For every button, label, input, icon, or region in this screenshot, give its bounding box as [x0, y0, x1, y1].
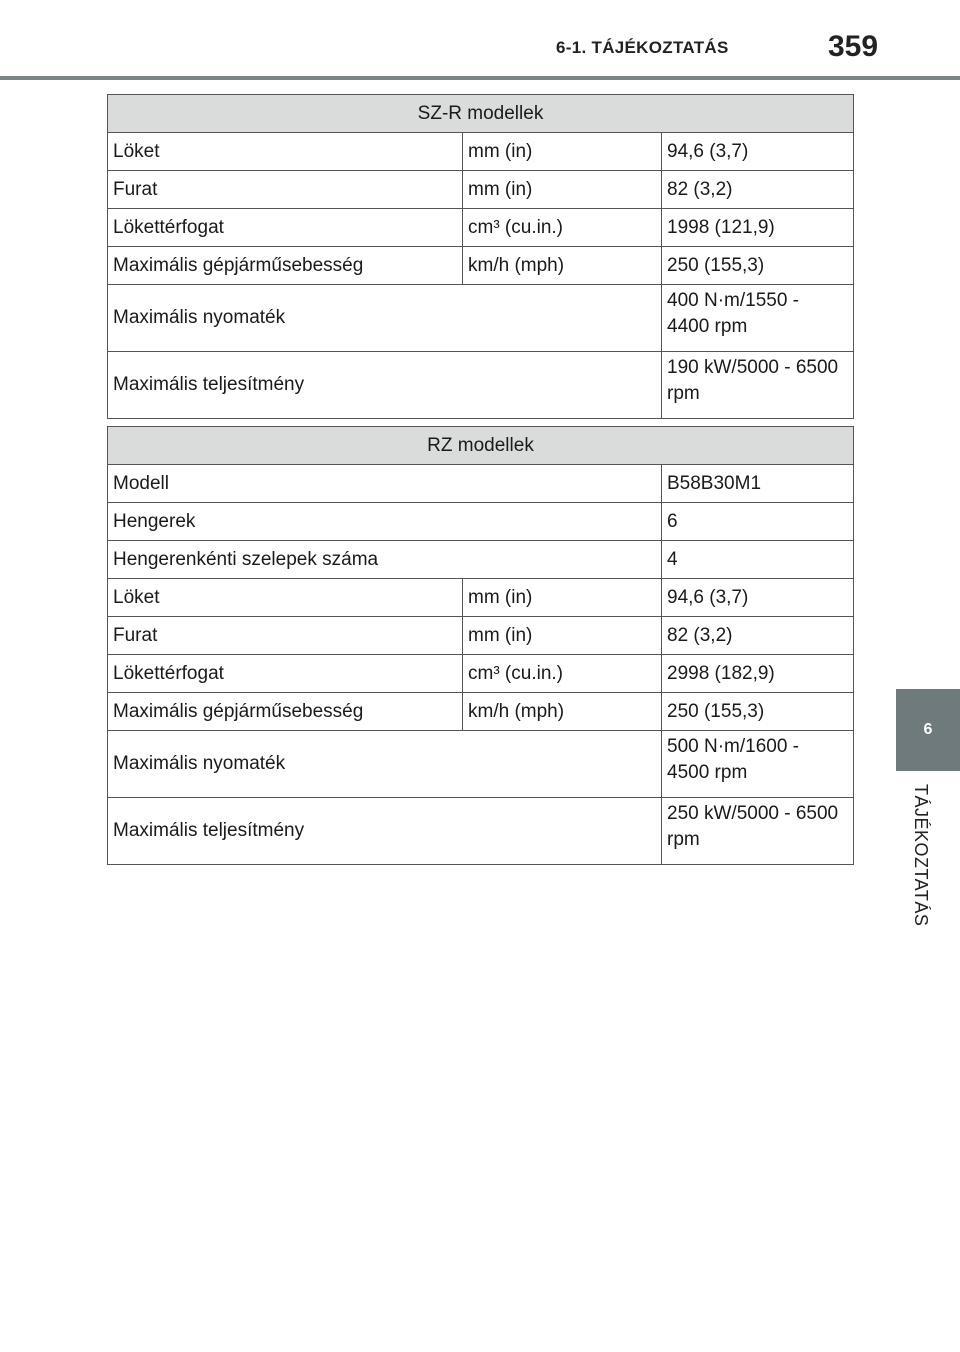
row-unit: cm³ (cu.in.) [463, 655, 662, 693]
value-line: rpm [667, 383, 700, 404]
row-unit: cm³ (cu.in.) [463, 209, 662, 247]
row-unit: mm (in) [463, 579, 662, 617]
row-value: 94,6 (3,7) [662, 133, 854, 171]
row-label: Hengerenkénti szelepek száma [108, 541, 662, 579]
table-row [108, 655, 854, 693]
row-label: Maximális teljesítmény [108, 352, 662, 419]
row-label: Hengerek [108, 503, 662, 541]
table-row [108, 541, 854, 579]
value-line: 190 kW/5000 - 6500 [667, 357, 839, 378]
row-label: Löket [108, 133, 463, 171]
row-unit: mm (in) [463, 617, 662, 655]
row-label: Löket [108, 579, 463, 617]
row-label: Maximális gépjárműsebesség [108, 693, 463, 731]
row-unit: mm (in) [463, 133, 662, 171]
row-label: Furat [108, 171, 463, 209]
table-row [108, 731, 854, 798]
row-value [662, 731, 854, 798]
row-value: 1998 (121,9) [662, 209, 854, 247]
page-number: 359 [828, 30, 879, 63]
table-row [108, 798, 854, 865]
row-value: 250 (155,3) [662, 247, 854, 285]
table-row [108, 247, 854, 285]
row-label: Lökettérfogat [108, 655, 463, 693]
row-unit: km/h (mph) [463, 693, 662, 731]
chapter-number: 6 [923, 721, 933, 738]
table-row [108, 285, 854, 352]
row-value: 82 (3,2) [662, 617, 854, 655]
row-label: Lökettérfogat [108, 209, 463, 247]
table-title: RZ modellek [108, 427, 854, 465]
section-title: 6-1. TÁJÉKOZTATÁS [556, 38, 729, 57]
table-row [108, 465, 854, 503]
table-row [108, 617, 854, 655]
row-value [662, 285, 854, 352]
table-title: SZ-R modellek [108, 95, 854, 133]
row-label: Maximális nyomaték [108, 285, 662, 352]
row-value [662, 798, 854, 865]
table-row [108, 209, 854, 247]
value-line: 250 kW/5000 - 6500 [667, 803, 839, 824]
row-value: 94,6 (3,7) [662, 579, 854, 617]
row-label: Maximális gépjárműsebesség [108, 247, 463, 285]
row-value: 250 (155,3) [662, 693, 854, 731]
rz-spec-table [107, 426, 854, 865]
value-line: 4500 rpm [667, 762, 748, 783]
row-unit: km/h (mph) [463, 247, 662, 285]
row-value: 82 (3,2) [662, 171, 854, 209]
value-line: rpm [667, 829, 700, 850]
value-line: 4400 rpm [667, 316, 748, 337]
row-value: 4 [662, 541, 854, 579]
table-row [108, 133, 854, 171]
row-value: 2998 (182,9) [662, 655, 854, 693]
row-label: Furat [108, 617, 463, 655]
value-line: 500 N·m/1600 - [667, 736, 800, 757]
table-row [108, 503, 854, 541]
row-label: Modell [108, 465, 662, 503]
table-row [108, 693, 854, 731]
row-value [662, 352, 854, 419]
row-value: 6 [662, 503, 854, 541]
row-label: Maximális teljesítmény [108, 798, 662, 865]
chapter-label: TÁJÉKOZTATÁS [911, 784, 931, 927]
row-value: B58B30M1 [662, 465, 854, 503]
header-divider [0, 76, 960, 80]
row-unit: mm (in) [463, 171, 662, 209]
table-row [108, 352, 854, 419]
chapter-tab[interactable] [896, 689, 960, 771]
table-row [108, 171, 854, 209]
szr-spec-table [107, 94, 854, 419]
table-row [108, 579, 854, 617]
value-line: 400 N·m/1550 - [667, 290, 800, 311]
row-label: Maximális nyomaték [108, 731, 662, 798]
